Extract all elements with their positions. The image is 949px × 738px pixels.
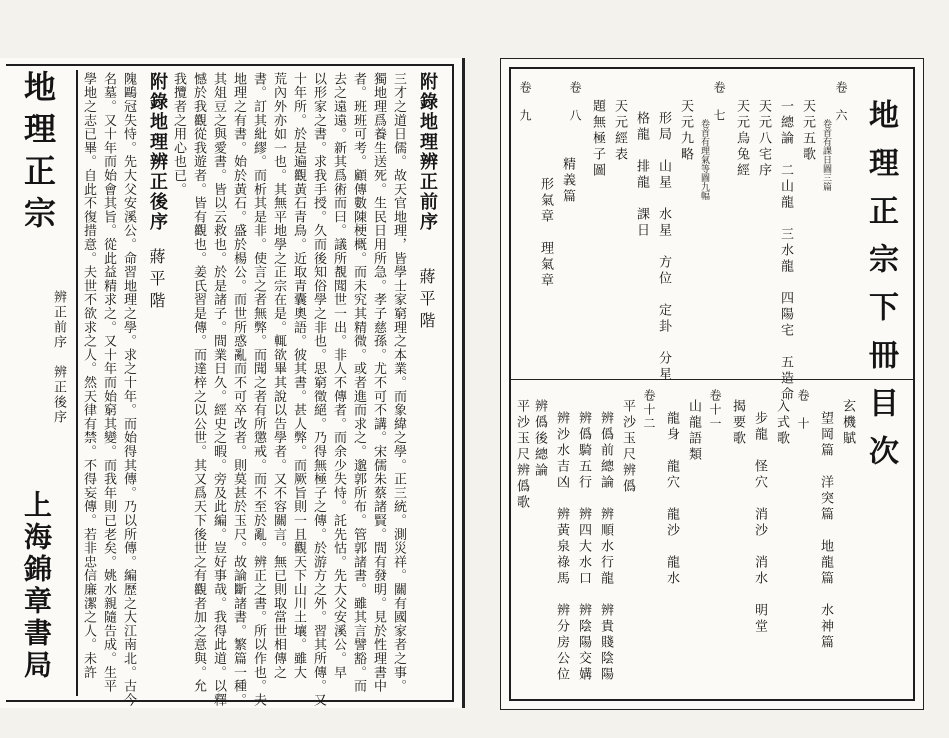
- toc-item: 天元八宅序: [756, 99, 771, 179]
- toc-item: 辨僞前總論 辨順水行龍 辨貴賤陰陽: [598, 411, 613, 683]
- toc-item: 揭要歌: [730, 399, 745, 447]
- preface1-line: 以形家之書。求我手授。久而後知俗學之非也。思窮徵絕。乃得無極子之傳。於游方之外。習其所傳。又: [311, 72, 326, 707]
- toc-note: 卷首有理氣等圖九幅: [699, 119, 709, 200]
- preface2-line: 隗鷗冠失恃。先大父安溪公。命習地理之學。求之十年。而始得其傳。乃以所傳。編歷之大江南北。古今: [121, 72, 136, 707]
- toc-volume: 卷 十: [796, 389, 810, 431]
- toc-volume: 卷十一: [708, 389, 722, 431]
- toc-item: 辨僞騎五行 辨四大水口 辨陰陽交媾: [576, 411, 591, 683]
- preface2-author: 蔣平階: [147, 248, 166, 314]
- toc-volume: 卷 六: [834, 81, 848, 123]
- toc-volume: 卷 九: [518, 81, 532, 123]
- preface1-line: 其俎豆之與愛書。皆以云救也。於是諸子。間業日久。經史之暇。旁及此編。豈好事哉。我得此道。以釋: [211, 72, 226, 707]
- toc-item: 題無極子圖: [590, 99, 605, 179]
- toc-item: 天元烏兔經: [734, 99, 749, 179]
- toc-item: 格龍 排龍 課日: [634, 111, 649, 239]
- toc-item: 精義篇: [560, 157, 575, 205]
- preface1-line: 三才之道日儒。故天官地理，皆學士家窮理之本業。而象緯之學。正三統。測災祥。關有國家者之事。: [391, 72, 406, 693]
- spine-publisher: 上海錦章書局: [20, 490, 53, 682]
- toc-item: 形局 山星 水星 方位 定卦 分星: [656, 111, 671, 383]
- toc-item: 形氣章 理氣章: [538, 177, 553, 289]
- preface1-line: 者。班班可考。顧傳數陳梗概。而未究其精微。或者進而求之。邈郭所布。管郭諸書。雖其言譬豁。而: [351, 72, 366, 693]
- toc-title: 地理正宗下冊目次: [863, 99, 898, 483]
- preface2-line: 學地之志已畢。自此不復措意。夫世不欲求之人。然天律有禁。不得妄傳。若非忠信廉潔之人。未許: [81, 72, 96, 680]
- spine-line: 辨正前序 辨正後序: [51, 290, 66, 425]
- toc-item: 天元九略: [678, 99, 693, 163]
- preface1-line: 書。訂其紕繆。而析其是非。使言之者無弊。而聞之者有所懲戒。而不至於亂。辨正之書。所以作也。夫: [251, 72, 266, 707]
- spine: [2, 70, 78, 696]
- preface1-line: 十年所。於是遍觀黃石青鳥。近取青囊奧語。彼其書。甚人弊。而厥旨則一且觀天下山川土壤。雖大: [291, 72, 306, 680]
- toc-volume: 卷 七: [712, 81, 726, 123]
- toc-item: 平沙玉尺辨僞: [620, 399, 635, 495]
- toc-item: 天元五歌: [800, 99, 815, 163]
- toc-item: 步龍 怪穴 消沙 消水 明堂: [752, 411, 767, 635]
- toc-item: 一總論 二山龍 三水龍 四陽宅 五造命: [778, 99, 793, 403]
- preface1-author: 蔣平階: [417, 268, 436, 334]
- toc-item: 平沙玉尺辨僞歌: [514, 399, 529, 511]
- preface1-line: 去之遠遠。新其爲術而曰。議所覩聞世一出。非人不傳者。而余少失恃。託先怙。先大父安溪公。早: [331, 72, 346, 680]
- left-page: [0, 58, 465, 708]
- toc-volume: 卷十二: [642, 389, 656, 431]
- spine-title: 地理正宗: [19, 70, 57, 238]
- toc-item: 龍身 龍穴 龍沙 龍水: [664, 411, 679, 587]
- right-page: [500, 58, 924, 710]
- preface1-line: 荒內外亦如一也。其無平地學之正宗在是。輒欲畢其說以告學者。又不容關言。無已則取當世相傳之: [271, 72, 286, 680]
- toc-item: 望岡篇 洋突篇 地龍篇 水神篇: [818, 411, 833, 651]
- preface1-line: 憾於我觀從我遊者。皆有觀也。姜氏習是傳。而達梓之以公世。其又爲天下後世之有觀者加之意與。允: [191, 72, 206, 693]
- toc-item: 天元經表: [612, 99, 627, 163]
- toc-divider: [509, 379, 915, 380]
- preface1-line: 我攬者之用心也已。: [171, 72, 186, 197]
- toc-item: 玄機賦: [840, 399, 855, 447]
- toc-note: 卷首有課日圖三篇: [821, 119, 831, 191]
- preface1-line: 地理之有書。始於黃石。盛於楊公。而世所惑亂而不可卒改者。則莫甚於玉尺。故論斷諸書。繁篇一種。: [231, 72, 246, 707]
- toc-item: 辨僞後總論: [532, 399, 547, 479]
- preface1-line: 獨地理爲養生送死。生民日用所急。孝子慈孫。尤不可不講。宋儒朱蔡諸賢。間有發明。見於性理書中: [371, 72, 386, 693]
- toc-item: 辨沙水吉凶 辨黃泉祿馬 辨分房公位: [554, 411, 569, 683]
- toc-item: 入式歌: [774, 399, 789, 447]
- preface1-heading: 附錄地理辨正前序: [417, 72, 438, 232]
- toc-volume: 卷 八: [568, 81, 582, 123]
- toc-item: 山龍語類: [686, 399, 701, 463]
- preface2-line: 名墓。又十年而始會其旨。從此益精求之。又十年而始窮其變。而我年則已老矣。姚水親隨告成。生平: [101, 72, 116, 693]
- preface2-heading: 附錄地理辨正後序: [147, 72, 168, 232]
